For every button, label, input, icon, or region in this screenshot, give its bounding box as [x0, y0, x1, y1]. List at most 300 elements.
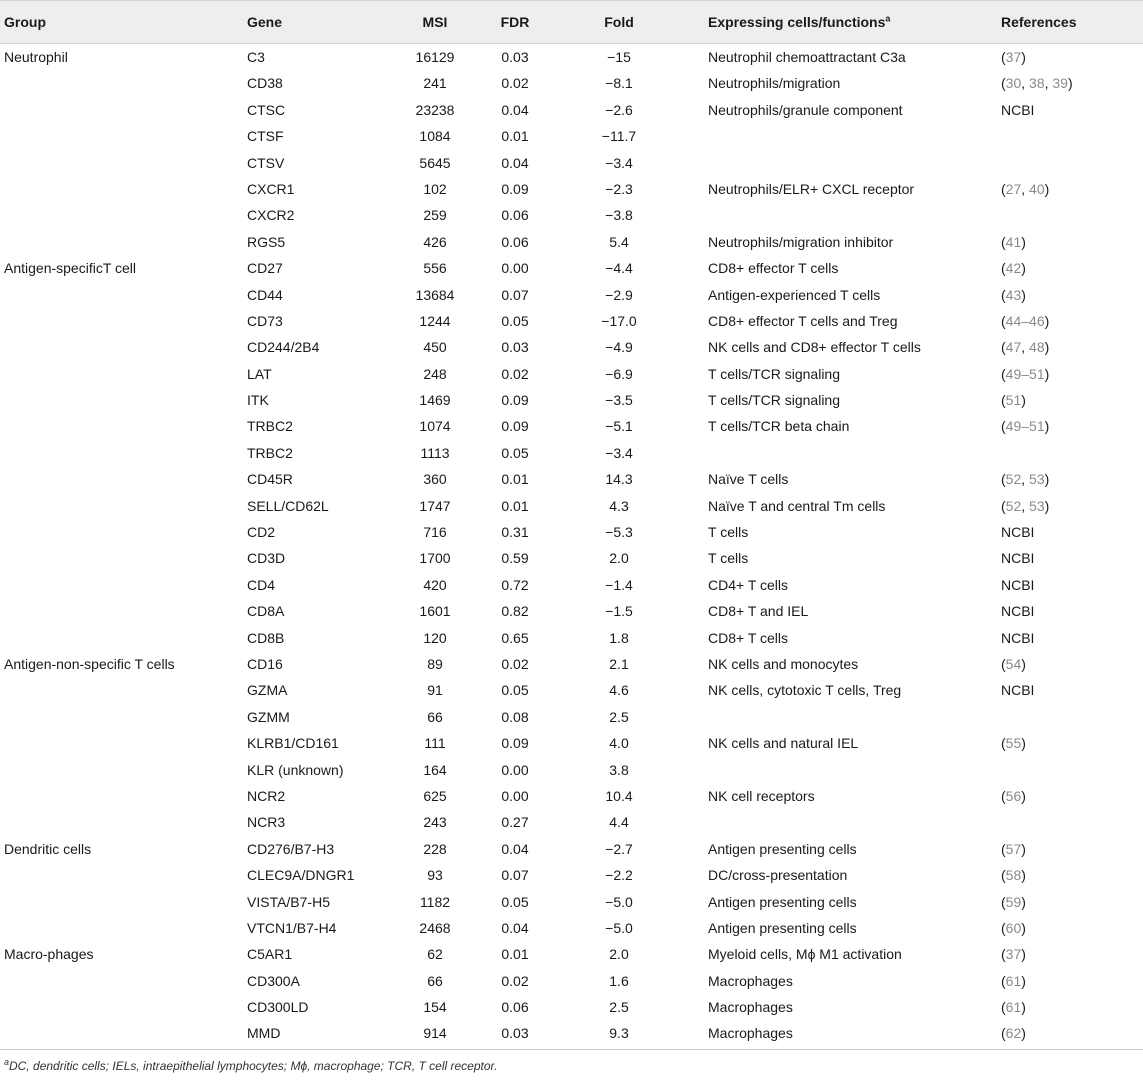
cell-msi: 716	[423, 524, 447, 541]
cell-gene: CD276/B7-H3	[247, 840, 335, 857]
table-row	[0, 704, 1143, 730]
table-row	[0, 836, 1143, 862]
cell-expressing-cells: T cells	[708, 550, 749, 567]
reference-link[interactable]: 57	[1005, 840, 1022, 857]
cell-fold: −2.9	[605, 286, 633, 303]
cell-gene: CD300LD	[247, 999, 309, 1016]
cell-fdr: 0.05	[501, 682, 529, 699]
cell-fold: 2.5	[609, 999, 629, 1016]
cell-references: (44–46)	[1001, 312, 1050, 329]
cell-fold: −5.3	[605, 524, 633, 541]
cell-fdr: 0.05	[501, 893, 529, 910]
cell-fold: −11.7	[601, 128, 637, 145]
cell-gene: VTCN1/B7-H4	[247, 919, 337, 936]
cell-expressing-cells: Macrophages	[708, 999, 793, 1016]
reference-link[interactable]: 52	[1005, 471, 1022, 488]
table-row	[0, 651, 1143, 677]
cell-fold: −17.0	[601, 312, 637, 329]
cell-fdr: 0.08	[501, 708, 529, 725]
table-row	[0, 466, 1143, 492]
cell-references: (49–51)	[1001, 418, 1050, 435]
cell-msi: 556	[423, 260, 447, 277]
cell-fold: 5.4	[609, 233, 629, 250]
cell-gene: ITK	[247, 392, 269, 409]
reference-link[interactable]: 53	[1029, 497, 1045, 514]
cell-fdr: 0.02	[501, 655, 529, 672]
cell-references	[1001, 677, 1034, 703]
cell-fold: −2.6	[605, 101, 633, 118]
reference-link[interactable]: 62	[1005, 1025, 1022, 1042]
cell-references	[1001, 625, 1034, 651]
cell-expressing-cells: Antigen presenting cells	[708, 840, 857, 857]
table-row	[0, 994, 1143, 1020]
cell-gene: CD38	[247, 75, 283, 92]
cell-msi: 360	[423, 471, 447, 488]
cell-msi: 93	[427, 867, 443, 884]
cell-references	[1001, 572, 1034, 598]
reference-link[interactable]: 52	[1005, 497, 1022, 514]
reference-link[interactable]: 41	[1005, 233, 1022, 250]
cell-gene: CD8A	[247, 603, 285, 620]
cell-references: (55)	[1001, 735, 1026, 752]
cell-fold: −2.2	[605, 867, 633, 884]
cell-msi: 426	[423, 233, 447, 250]
cell-fold: −1.4	[605, 576, 633, 593]
footnote-text: DC, dendritic cells; IELs, intraepithelial lymphocytes; Mϕ, macrophage; TCR, T cell receptor.	[9, 1058, 498, 1073]
cell-fold: 4.0	[609, 735, 629, 752]
cell-fdr: 0.04	[501, 840, 529, 857]
cell-gene: KLRB1/CD161	[247, 735, 339, 752]
cell-gene: LAT	[247, 365, 272, 382]
cell-gene: CD45R	[247, 471, 293, 488]
cell-fold: 1.6	[609, 972, 629, 989]
cell-msi: 62	[427, 946, 443, 963]
cell-fdr: 0.00	[501, 787, 529, 804]
table-row	[0, 387, 1143, 413]
cell-fold: 2.5	[609, 708, 629, 725]
cell-expressing-cells: NK cell receptors	[708, 787, 815, 804]
cell-msi: 89	[427, 655, 443, 672]
cell-references: (56)	[1001, 787, 1026, 804]
reference-link[interactable]: 54	[1005, 655, 1022, 672]
cell-references: (41)	[1001, 233, 1026, 250]
cell-references: (43)	[1001, 286, 1026, 303]
cell-expressing-cells: CD8+ effector T cells and Treg	[708, 312, 898, 329]
cell-fdr: 0.00	[501, 761, 529, 778]
reference-link[interactable]: 37	[1005, 49, 1022, 65]
cell-gene: CXCR1	[247, 180, 295, 197]
reference-link[interactable]: 37	[1005, 946, 1022, 963]
reference-link[interactable]: 47	[1005, 339, 1022, 356]
header-msi: MSI	[422, 14, 448, 30]
cell-gene: SELL/CD62L	[247, 497, 329, 514]
table-row	[0, 757, 1143, 783]
cell-gene: CLEC9A/DNGR1	[247, 867, 355, 884]
cell-gene: GZMA	[247, 682, 288, 699]
cell-expressing-cells: T cells	[708, 524, 749, 541]
cell-references: (51)	[1001, 392, 1026, 409]
cell-references: (61)	[1001, 999, 1026, 1016]
cell-fdr: 0.01	[501, 497, 529, 514]
cell-fold: 9.3	[609, 1025, 629, 1042]
reference-source: NCBI	[1001, 576, 1035, 593]
cell-references: (60)	[1001, 919, 1026, 936]
cell-group: Neutrophil	[4, 49, 68, 65]
cell-fold: −5.0	[605, 893, 633, 910]
cell-msi: 120	[423, 629, 447, 646]
cell-msi: 91	[427, 682, 443, 699]
table-row	[0, 202, 1143, 228]
cell-references	[1001, 519, 1034, 545]
cell-gene: CXCR2	[247, 207, 295, 224]
cell-fold: 14.3	[605, 471, 633, 488]
cell-msi: 66	[427, 708, 443, 725]
cell-gene: NCR2	[247, 787, 286, 804]
cell-fdr: 0.59	[501, 550, 529, 567]
cell-gene: CTSV	[247, 154, 285, 171]
cell-fold: 3.8	[609, 761, 629, 778]
table-row	[0, 968, 1143, 994]
cell-fold: −5.1	[605, 418, 633, 435]
header-expressing-cells	[708, 1, 890, 43]
cell-fdr: 0.09	[501, 392, 529, 409]
cell-gene: CD8B	[247, 629, 285, 646]
table-row	[0, 334, 1143, 360]
cell-fdr: 0.01	[501, 471, 529, 488]
reference-link[interactable]: 61	[1005, 999, 1022, 1016]
cell-fdr: 0.07	[501, 286, 529, 303]
cell-expressing-cells: T cells/TCR signaling	[708, 365, 841, 382]
cell-fold: 1.8	[609, 629, 629, 646]
table-row	[0, 677, 1143, 703]
cell-msi: 13684	[415, 286, 455, 303]
cell-references: (47, 48)	[1001, 339, 1050, 356]
table-row	[0, 413, 1143, 439]
cell-group: Macro-phages	[4, 946, 94, 963]
cell-fold: −5.0	[605, 919, 633, 936]
cell-gene: NCR3	[247, 814, 286, 831]
cell-references: (57)	[1001, 840, 1026, 857]
cell-msi: 2468	[419, 919, 451, 936]
reference-link[interactable]: 56	[1005, 787, 1022, 804]
cell-msi: 154	[423, 999, 447, 1016]
cell-expressing-cells: Neutrophils/ELR+ CXCL receptor	[708, 180, 915, 197]
cell-msi: 23238	[415, 101, 455, 118]
cell-expressing-cells: NK cells, cytotoxic T cells, Treg	[708, 682, 902, 699]
cell-msi: 243	[423, 814, 447, 831]
cell-expressing-cells: T cells/TCR beta chain	[708, 418, 850, 435]
cell-gene: RGS5	[247, 233, 286, 250]
cell-gene: CD4	[247, 576, 276, 593]
header-group: Group	[4, 14, 46, 30]
cell-expressing-cells: Neutrophils/migration inhibitor	[708, 233, 894, 250]
cell-references	[1001, 97, 1034, 123]
cell-msi: 164	[423, 761, 447, 778]
reference-source: NCBI	[1001, 101, 1035, 118]
reference-link[interactable]: 38	[1029, 75, 1045, 92]
cell-gene: CD44	[247, 286, 283, 303]
cell-expressing-cells: CD4+ T cells	[708, 576, 789, 593]
cell-fdr: 0.01	[501, 946, 529, 963]
cell-gene: CD244/2B4	[247, 339, 320, 356]
cell-fold: 2.0	[609, 946, 629, 963]
reference-link[interactable]: 39	[1052, 75, 1068, 92]
cell-msi: 1700	[419, 550, 451, 567]
cell-fdr: 0.09	[501, 735, 529, 752]
table-row	[0, 229, 1143, 255]
table-header-row	[0, 0, 1143, 44]
reference-link[interactable]: 27	[1005, 180, 1022, 197]
cell-references: (52, 53)	[1001, 471, 1050, 488]
cell-msi: 241	[423, 75, 447, 92]
table-row	[0, 1020, 1143, 1046]
cell-references: (62)	[1001, 1025, 1026, 1042]
cell-expressing-cells: Neutrophils/granule component	[708, 101, 903, 118]
cell-msi: 450	[423, 339, 447, 356]
cell-fold: −4.4	[605, 260, 633, 277]
cell-fdr: 0.04	[501, 101, 529, 118]
reference-source: NCBI	[1001, 603, 1035, 620]
cell-fdr: 0.03	[501, 1025, 529, 1042]
table-row	[0, 519, 1143, 545]
table-row	[0, 70, 1143, 96]
table-row	[0, 862, 1143, 888]
header-fdr: FDR	[500, 14, 530, 30]
cell-fdr: 0.04	[501, 919, 529, 936]
cell-expressing-cells: Neutrophils/migration	[708, 75, 841, 92]
footnote-marker: a	[4, 1056, 10, 1067]
cell-fdr: 0.03	[501, 339, 529, 356]
cell-gene: C5AR1	[247, 946, 293, 963]
table-row	[0, 625, 1143, 651]
cell-fdr: 0.05	[501, 444, 529, 461]
cell-fdr: 0.05	[501, 312, 529, 329]
reference-link[interactable]: 58	[1005, 867, 1022, 884]
table-row	[0, 308, 1143, 334]
cell-fold: −3.4	[605, 154, 633, 171]
header-expressing-label: Expressing cells/functions	[708, 14, 886, 30]
reference-source: NCBI	[1001, 550, 1035, 567]
cell-references: (52, 53)	[1001, 497, 1050, 514]
cell-msi: 1601	[419, 603, 451, 620]
cell-gene: C3	[247, 49, 265, 65]
reference-link[interactable]: 59	[1005, 893, 1022, 910]
cell-fdr: 0.02	[501, 75, 529, 92]
table-footnote	[0, 1058, 1143, 1074]
cell-fold: 10.4	[605, 787, 633, 804]
cell-gene: CD2	[247, 524, 276, 541]
cell-msi: 625	[423, 787, 447, 804]
cell-msi: 1747	[419, 497, 451, 514]
cell-msi: 102	[423, 180, 447, 197]
cell-fold: −3.4	[605, 444, 633, 461]
reference-link[interactable]: 44–46	[1005, 312, 1045, 329]
reference-link[interactable]: 53	[1029, 471, 1045, 488]
cell-fold: −8.1	[605, 75, 633, 92]
cell-msi: 1074	[419, 418, 451, 435]
cell-group: Dendritic cells	[4, 840, 92, 857]
cell-expressing-cells: T cells/TCR signaling	[708, 392, 841, 409]
cell-msi: 228	[423, 840, 447, 857]
cell-fdr: 0.06	[501, 999, 529, 1016]
table-row	[0, 545, 1143, 571]
cell-references: (37)	[1001, 49, 1026, 65]
reference-source: NCBI	[1001, 524, 1035, 541]
cell-gene: CD27	[247, 260, 283, 277]
cell-fold: −3.8	[605, 207, 633, 224]
reference-source: NCBI	[1001, 682, 1035, 699]
cell-fdr: 0.03	[501, 49, 529, 65]
table-row	[0, 176, 1143, 202]
reference-link[interactable]: 55	[1005, 735, 1022, 752]
cell-references: (49–51)	[1001, 365, 1050, 382]
cell-gene: TRBC2	[247, 418, 293, 435]
cell-references: (58)	[1001, 867, 1026, 884]
reference-link[interactable]: 60	[1005, 919, 1022, 936]
table-row	[0, 783, 1143, 809]
cell-fdr: 0.06	[501, 233, 529, 250]
cell-expressing-cells: DC/cross-presentation	[708, 867, 848, 884]
cell-msi: 248	[423, 365, 447, 382]
cell-fdr: 0.00	[501, 260, 529, 277]
cell-fold: 4.3	[609, 497, 629, 514]
cell-expressing-cells: Antigen presenting cells	[708, 919, 857, 936]
cell-gene: CTSF	[247, 128, 284, 145]
cell-gene: GZMM	[247, 708, 290, 725]
reference-link[interactable]: 43	[1005, 286, 1022, 303]
cell-references: (59)	[1001, 893, 1026, 910]
table-body	[0, 44, 1143, 1047]
cell-msi: 1469	[419, 392, 451, 409]
cell-fdr: 0.01	[501, 128, 529, 145]
cell-fold: −1.5	[605, 603, 633, 620]
cell-expressing-cells: NK cells and natural IEL	[708, 735, 859, 752]
cell-fdr: 0.07	[501, 867, 529, 884]
cell-msi: 420	[423, 576, 447, 593]
table-row	[0, 941, 1143, 967]
cell-fdr: 0.27	[501, 814, 529, 831]
table-row	[0, 440, 1143, 466]
reference-source: NCBI	[1001, 629, 1035, 646]
cell-msi: 5645	[419, 154, 451, 171]
cell-expressing-cells: Naïve T cells	[708, 471, 789, 488]
reference-link[interactable]: 49–51	[1005, 418, 1045, 435]
cell-fdr: 0.09	[501, 418, 529, 435]
cell-fdr: 0.72	[501, 576, 529, 593]
cell-gene: CD300A	[247, 972, 300, 989]
reference-link[interactable]: 30	[1005, 75, 1022, 92]
cell-expressing-cells: Macrophages	[708, 972, 793, 989]
reference-link[interactable]: 48	[1029, 339, 1045, 356]
cell-expressing-cells: CD8+ T cells	[708, 629, 789, 646]
header-gene: Gene	[247, 14, 283, 30]
cell-fold: 2.1	[609, 655, 629, 672]
reference-link[interactable]: 49–51	[1005, 365, 1045, 382]
table-row	[0, 598, 1143, 624]
cell-references: (42)	[1001, 260, 1026, 277]
cell-fdr: 0.09	[501, 180, 529, 197]
table-row	[0, 97, 1143, 123]
cell-references: (61)	[1001, 972, 1026, 989]
cell-msi: 1182	[419, 893, 451, 910]
cell-fdr: 0.65	[501, 629, 529, 646]
cell-msi: 66	[427, 972, 443, 989]
cell-fdr: 0.06	[501, 207, 529, 224]
cell-msi: 1244	[419, 312, 451, 329]
cell-gene: CD3D	[247, 550, 286, 567]
cell-fdr: 0.02	[501, 365, 529, 382]
table-row	[0, 255, 1143, 281]
cell-group: Antigen-specificT cell	[4, 260, 137, 277]
cell-fold: −4.9	[605, 339, 633, 356]
table-row	[0, 123, 1143, 149]
cell-expressing-cells: Naïve T and central Tm cells	[708, 497, 886, 514]
cell-fdr: 0.82	[501, 603, 529, 620]
reference-link[interactable]: 51	[1005, 392, 1022, 409]
table-row	[0, 44, 1143, 70]
cell-gene: CD16	[247, 655, 283, 672]
cell-fold: 2.0	[609, 550, 629, 567]
cell-references: (30, 38, 39)	[1001, 75, 1073, 92]
cell-fold: −3.5	[605, 392, 633, 409]
cell-expressing-cells: CD8+ effector T cells	[708, 260, 839, 277]
cell-references: (54)	[1001, 655, 1026, 672]
cell-references	[1001, 598, 1034, 624]
cell-fdr: 0.31	[501, 524, 529, 541]
table-row	[0, 572, 1143, 598]
table-bottom-rule	[0, 1049, 1143, 1050]
reference-link[interactable]: 42	[1005, 260, 1022, 277]
table-row	[0, 150, 1143, 176]
cell-fold: −6.9	[605, 365, 633, 382]
cell-gene: KLR (unknown)	[247, 761, 344, 778]
cell-fold: −2.7	[605, 840, 633, 857]
cell-fold: −2.3	[605, 180, 633, 197]
cell-fdr: 0.04	[501, 154, 529, 171]
cell-gene: CD73	[247, 312, 283, 329]
table-row	[0, 809, 1143, 835]
cell-msi: 1084	[419, 128, 451, 145]
cell-expressing-cells: NK cells and CD8+ effector T cells	[708, 339, 921, 356]
table-row	[0, 730, 1143, 756]
cell-msi: 914	[423, 1025, 447, 1042]
cell-msi: 111	[424, 735, 446, 752]
header-references: References	[1001, 14, 1077, 30]
header-fold: Fold	[604, 14, 634, 30]
cell-msi: 16129	[415, 49, 455, 65]
cell-group: Antigen-non-specific T cells	[4, 655, 175, 672]
cell-gene: VISTA/B7-H5	[247, 893, 330, 910]
cell-msi: 259	[423, 207, 447, 224]
cell-expressing-cells: Macrophages	[708, 1025, 793, 1042]
cell-gene: CTSC	[247, 101, 286, 118]
header-footnote-marker: a	[885, 13, 891, 24]
cell-gene: MMD	[247, 1025, 281, 1042]
table-row	[0, 361, 1143, 387]
cell-references: (27, 40)	[1001, 180, 1050, 197]
reference-link[interactable]: 61	[1005, 972, 1022, 989]
cell-expressing-cells: CD8+ T and IEL	[708, 603, 809, 620]
cell-references: (37)	[1001, 946, 1026, 963]
reference-link[interactable]: 40	[1029, 180, 1045, 197]
cell-gene: TRBC2	[247, 444, 293, 461]
cell-expressing-cells: Antigen-experienced T cells	[708, 286, 881, 303]
table-row	[0, 282, 1143, 308]
cell-expressing-cells: Antigen presenting cells	[708, 893, 857, 910]
cell-references	[1001, 545, 1034, 571]
cell-fold: 4.6	[609, 682, 629, 699]
cell-expressing-cells: Neutrophil chemoattractant C3a	[708, 49, 906, 65]
